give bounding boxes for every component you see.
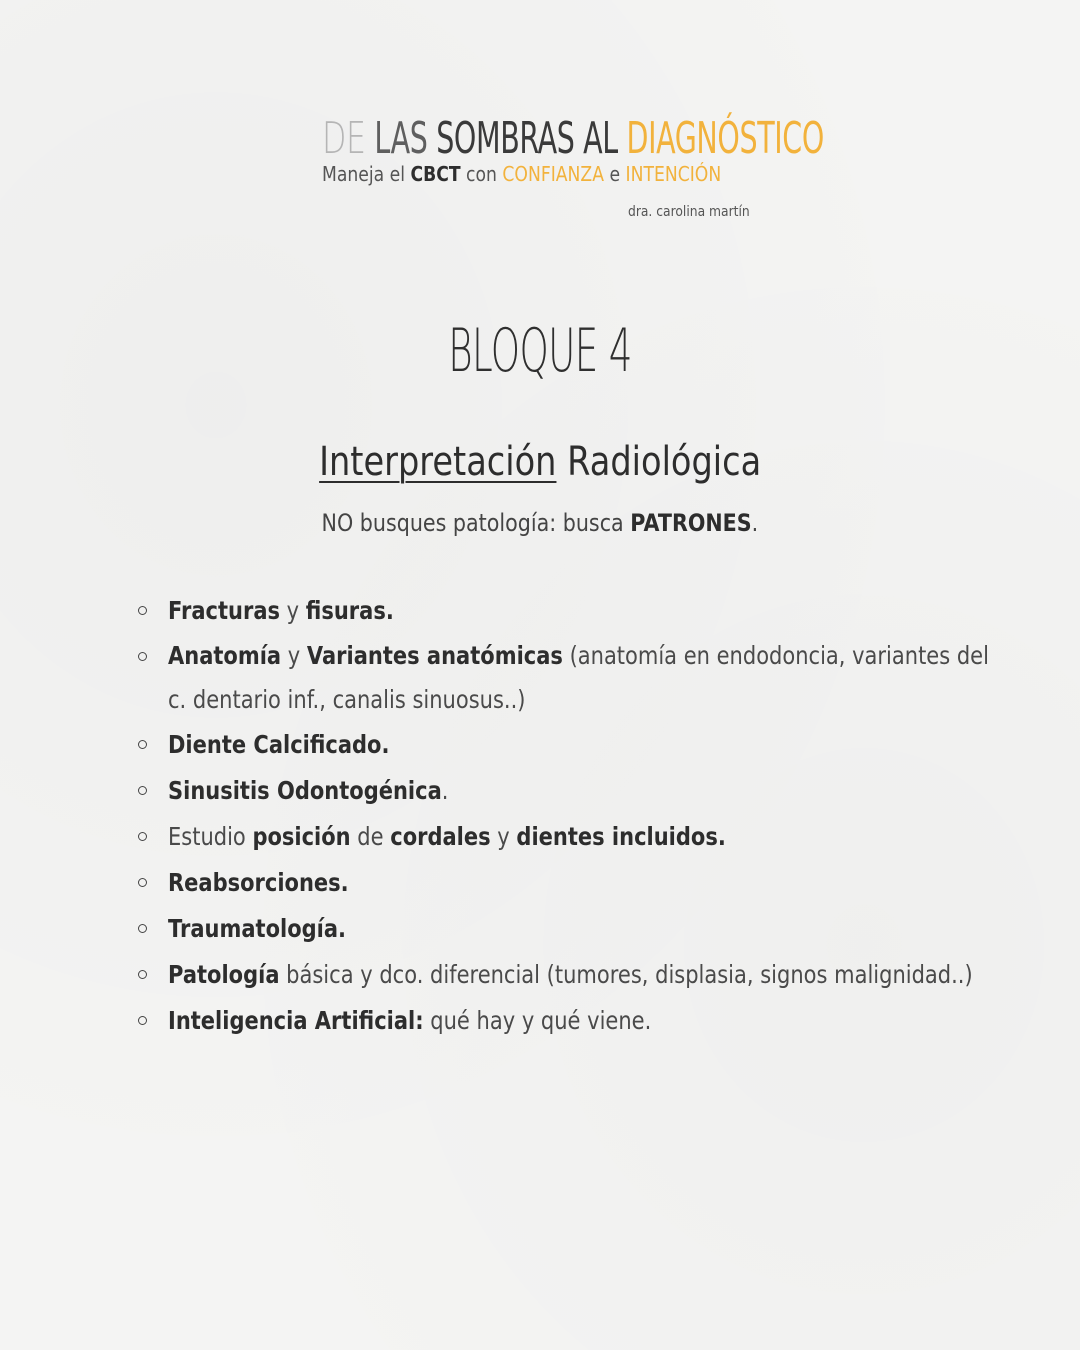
- topic-light: Estudio: [168, 822, 253, 851]
- block-title-text: BLOQUE 4: [448, 316, 632, 386]
- circle-bullet-icon: [138, 786, 147, 795]
- tagline: [0, 506, 1080, 540]
- brand-title-word: DIAGNÓSTICO: [626, 113, 824, 164]
- topic-bold: Sinusitis Odontogénica: [168, 776, 442, 805]
- topic-light: básica y dco. diferencial (tumores, displasia, signos malignidad..): [279, 960, 973, 989]
- tagline-bold: PATRONES: [630, 509, 752, 537]
- topic-bold: Patología: [168, 960, 280, 989]
- brand-subtitle-cbct: CBCT: [410, 162, 461, 186]
- circle-bullet-icon: [138, 878, 147, 887]
- circle-bullet-icon: [138, 1016, 147, 1025]
- topic-bold: cordales: [390, 822, 491, 851]
- tagline-text: NO busques patología: busca: [321, 509, 624, 537]
- brand-subtitle-text: con: [466, 162, 497, 186]
- list-item: [136, 952, 1016, 998]
- list-item: [136, 588, 1016, 634]
- circle-bullet-icon: [138, 970, 147, 979]
- list-item: [136, 722, 1016, 768]
- topic-light: (anatomía en endodoncia, variantes del c. dentario inf., canalis sinuosus..): [168, 641, 989, 714]
- topic-light: y: [279, 596, 306, 625]
- topic-light: y: [490, 822, 517, 851]
- topic-bold: Reabsorciones.: [168, 868, 349, 897]
- brand-subtitle-intencion: INTENCIÓN: [625, 162, 722, 186]
- topic-light: de: [350, 822, 391, 851]
- list-item: [136, 906, 1016, 952]
- brand-title-word: LAS: [374, 113, 428, 164]
- brand-logo: [322, 113, 824, 186]
- topic-light: .: [441, 776, 449, 805]
- circle-bullet-icon: [138, 652, 147, 661]
- brand-subtitle-confianza: CONFIANZA: [502, 162, 604, 186]
- topic-bold: Variantes anatómicas: [306, 641, 563, 670]
- section-heading-rest: Radiológica: [566, 439, 762, 485]
- block-title: [0, 316, 1080, 386]
- topic-light: qué hay y qué viene.: [423, 1006, 652, 1035]
- brand-subtitle-text: e: [609, 162, 621, 186]
- brand-author: dra. carolina martín: [628, 204, 750, 220]
- topic-bold: Anatomía: [168, 641, 282, 670]
- list-item: [136, 860, 1016, 906]
- brand-title: [322, 113, 824, 164]
- circle-bullet-icon: [138, 606, 147, 615]
- circle-bullet-icon: [138, 924, 147, 933]
- topic-bold: Diente Calcificado.: [168, 730, 390, 759]
- brand-subtitle: [322, 162, 722, 186]
- topic-bold: Traumatología.: [168, 914, 347, 943]
- section-heading-underlined: Interpretación: [318, 439, 557, 485]
- brand-title-word: DE: [322, 113, 366, 164]
- section-heading: [0, 436, 1080, 488]
- list-item: [136, 998, 1016, 1044]
- brand-title-word: AL: [583, 113, 618, 164]
- tagline-end: .: [751, 509, 759, 537]
- circle-bullet-icon: [138, 832, 147, 841]
- circle-bullet-icon: [138, 740, 147, 749]
- topic-bold: fisuras.: [305, 596, 394, 625]
- brand-title-word: SOMBRAS: [436, 113, 575, 164]
- topic-list: [136, 588, 1016, 1044]
- topic-light: y: [281, 641, 307, 670]
- topic-bold: Inteligencia Artificial:: [168, 1006, 424, 1035]
- list-item: [136, 768, 1016, 814]
- topic-bold: posición: [252, 822, 351, 851]
- list-item: [136, 814, 1016, 860]
- list-item: [136, 634, 1016, 722]
- topic-bold: dientes incluidos.: [516, 822, 726, 851]
- topic-bold: Fracturas: [168, 596, 280, 625]
- brand-subtitle-text: Maneja el: [322, 162, 406, 186]
